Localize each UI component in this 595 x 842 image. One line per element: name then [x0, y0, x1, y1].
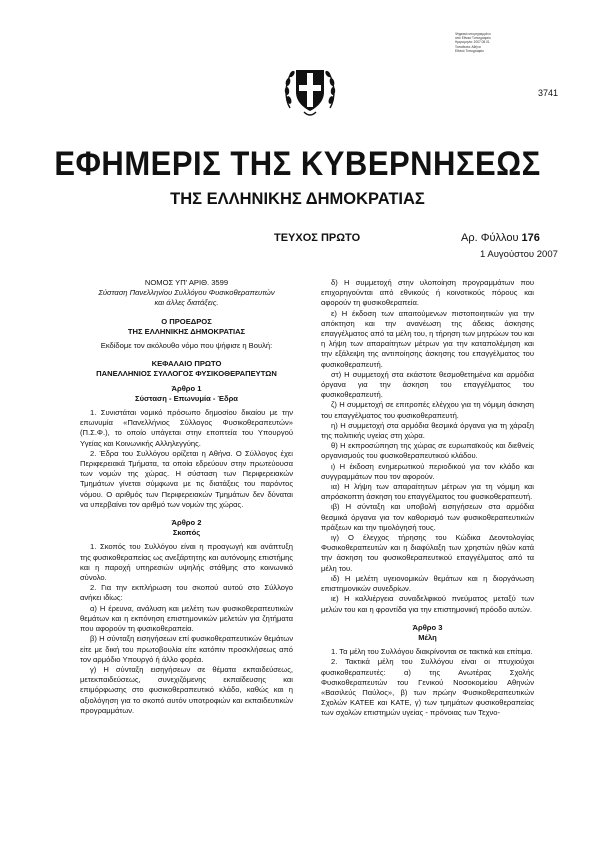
law-title-cont: και άλλες διατάξεις.: [154, 298, 219, 308]
paragraph: 1. Σκοπός του Συλλόγου είναι η προαγωγή και ανάπτυξη της φυσικοθεραπείας ως ανεξάρτητης και αυτόνομης επιστήμης και η παροχή υπηρεσιών υψηλής στάθμης στο κοινωνικό σύνολο.: [80, 542, 293, 583]
page-number: 3741: [538, 88, 559, 98]
paragraph: ιδ) Η μελέτη υγειονομικών θεμάτων και η διοργάνωση επιστημονικών συνεδρίων.: [321, 573, 534, 594]
paragraph: γ) Η σύνταξη εισηγήσεων σε θέματα εκπαιδεύσεως, μετεκπαιδεύσεως, συνεχιζόμενης εκπαίδευσης και επιμόρφωσης στο φυσικοθεραπευτικό κλάδο, καθώς και η αξιολόγηση για το σκοπό αυτόν υποτροφιών και εκπαιδευτικών προγραμμάτων.: [80, 664, 293, 715]
issue-date: 1 Αυγούστου 2007: [480, 249, 558, 260]
paragraph: ι) Η έκδοση ενημερωτικού περιοδικού για τον κλάδο και συγγραμμάτων που τον αφορούν.: [321, 461, 534, 481]
paragraph: α) Η έρευνα, ανάλυση και μελέτη των φυσικοθεραπευτικών θεμάτων και η εκπόνηση επιστημονικών μελετών για ζητήματα που αφορούν τη φυσικοθεραπεία.: [80, 603, 293, 634]
issue-label: ΤΕΥΧΟΣ ΠΡΩΤΟ: [274, 232, 361, 244]
article-heading: Άρθρο 1: [171, 383, 202, 393]
paragraph: ιε) Η καλλιέργεια συναδελφικού πνεύματος μεταξύ των μελών του και η φροντίδα για την επιστημονική πρόοδο αυτών.: [321, 594, 534, 614]
sheet-value: 176: [521, 232, 540, 244]
article-heading: Άρθρο 2: [171, 518, 202, 528]
gazette-title: ΕΦΗΜΕΡΙΣ ΤΗΣ ΚΥΒΕΡΝΗΣΕΩΣ: [54, 143, 541, 184]
stamp-line: Ψηφιακά υπογεγραμμένο: [455, 32, 491, 36]
paragraph: 2. Έδρα του Συλλόγου ορίζεται η Αθήνα. Ο Σύλλογος έχει Περιφερειακά Τμήματα, τα οποία εδρεύουν στην πρωτεύουσα των νομών της χώρας. Η σύσταση των Περιφερειακών Τμημάτων γίνεται σύμφωνα με τις διατάξεις του παρόντος νόμου. Ο αριθμός των Περιφερειακών Τμημάτων δεν δύναται να υπερβαίνει τον αριθμό των νομών της χώρας.: [80, 448, 293, 509]
chapter-heading: ΚΕΦΑΛΑΙΟ ΠΡΩΤΟ: [151, 359, 222, 369]
paragraph: ιγ) Ο έλεγχος τήρησης του Κώδικα Δεοντολογίας Φυσικοθεραπευτών και η διαφύλαξη των χρηστών ηθών κατά την άσκηση του φυσικοθεραπευτικού επαγγέλματος από τα μέλη του.: [321, 533, 534, 573]
paragraph: στ) Η συμμετοχή στα εκάστοτε θεσμοθετημένα και αρμόδια όργανα για την άσκηση του επαγγέλματος του φυσικοθεραπευτή.: [321, 369, 534, 400]
sheet-number: [461, 232, 540, 244]
left-column: [80, 278, 293, 716]
greek-coat-of-arms-icon: [282, 60, 338, 120]
paragraph: θ) Η εκπροσώπηση της χώρας σε ευρωπαϊκούς και διεθνείς οργανισμούς του φυσικοθεραπευτικού κλάδου.: [321, 441, 534, 461]
article-title: Μέλη: [418, 632, 437, 642]
stamp-line: Τοποθεσία: Αθήνα: [455, 44, 481, 49]
paragraph: η) Η συμμετοχή στα αρμόδια θεσμικά όργανα για τη χάραξη της πολιτικής υγείας στη χώρα.: [321, 420, 534, 441]
paragraph: ια) Η λήψη των απαραίτητων μέτρων για τη νόμιμη και απρόσκοπτη άσκηση του επαγγέλματος του φυσικοθεραπευτή.: [321, 482, 534, 502]
article-heading: Άρθρο 3: [412, 622, 443, 632]
stamp-line: από Εθνικό Τυπογραφείο: [455, 36, 491, 41]
paragraph: 1. Τα μέλη του Συλλόγου διακρίνονται σε τακτικά και επίτιμα.: [331, 647, 533, 657]
president-heading: Ο ΠΡΟΕΔΡΟΣ: [161, 316, 212, 326]
sheet-label: Αρ. Φύλλου: [461, 232, 519, 244]
gazette-subtitle: ΤΗΣ ΕΛΛΗΝΙΚΗΣ ΔΗΜΟΚΡΑΤΙΑΣ: [170, 190, 425, 208]
paragraph: 2. Για την εκπλήρωση του σκοπού αυτού στο Σύλλογο ανήκει ιδίως:: [80, 583, 293, 603]
paragraph: ιβ) Η σύνταξη και υποβολή εισηγήσεων στα αρμόδια θεσμικά όργανα για τον καθορισμό των φυσικοθεραπευτικών πράξεων και την τιμολόγησή τους.: [321, 502, 534, 532]
promulgation-text: Εκδίδομε τον ακόλουθο νόμο που ψήφισε η Βουλή:: [100, 341, 273, 351]
article-title: Σύσταση - Επωνυμία - Έδρα: [135, 393, 238, 403]
chapter-title: ΠΑΝΕΛΛΗΝΙΟΣ ΣΥΛΛΟΓΟΣ ΦΥΣΙΚΟΘΕΡΑΠΕΥΤΩΝ: [96, 369, 277, 379]
paragraph: ε) Η έκδοση των απαιτούμενων πιστοποιητικών για την απόκτηση και την ανανέωση της άδειας άσκησης επαγγέλματος από τα μέλη του, η τήρηση των μητρώων του και η λήψη των απαραίτητων μέτρων για την καταπολέμηση και την εξάλειψη της αντιποίησης άσκησης του επαγγέλματος του φυσικοθεραπευτή.: [321, 308, 534, 369]
paragraph: δ) Η συμμετοχή στην υλοποίηση προγραμμάτων που επιχορηγούνται από εθνικούς ή κοινοτικούς πόρους και αφορούν τη φυσικοθεραπεία.: [321, 278, 534, 308]
digital-signature-stamp: [455, 32, 521, 78]
article-title: Σκοπός: [172, 528, 201, 538]
paragraph: ζ) Η συμμετοχή σε επιτροπές ελέγχου για τη νόμιμη άσκηση του επαγγέλματος του φυσικοθεραπευτή.: [321, 400, 534, 420]
right-column: [321, 278, 534, 719]
stamp-line: Εθνικό Τυπογραφείο: [455, 48, 484, 53]
paragraph: 2. Τακτικά μέλη του Συλλόγου είναι οι πτυχιούχοι φυσικοθεραπευτές: α) της Ανωτέρας Σχολής Φυσικοθεραπευτών του Γενικού Νοσοκομείου Αθηνών «Βασιλεύς Παύλος», β) των πρώην Φυσικοθεραπευτικών Σχολών ΚΑΤΕΕ και ΚΑΤΕ, γ) των τμημάτων φυσικοθεραπείας των σχολών επιστημών υγείας - πρόνοιας των Τεχνο-: [321, 657, 534, 718]
president-heading-2: ΤΗΣ ΕΛΛΗΝΙΚΗΣ ΔΗΜΟΚΡΑΤΙΑΣ: [127, 326, 246, 336]
paragraph: 1. Συνιστάται νομικό πρόσωπο δημοσίου δικαίου με την επωνυμία «Πανελλήνιος Σύλλογος Φυσικοθεραπευτών» (Π.Σ.Φ.), το οποίο υπάγεται στην εποπτεία του Υπουργού Υγείας και Κοινωνικής Αλληλεγγύης.: [80, 408, 293, 448]
law-number: ΝΟΜΟΣ ΥΠ’ ΑΡΙΘ. 3599: [144, 278, 229, 287]
paragraph: β) Η σύνταξη εισηγήσεων επί φυσικοθεραπευτικών θεμάτων είτε με δική του πρωτοβουλία είτε κατόπιν προσκλήσεως από τον αρμόδιο Υπουργό ή άλλο φορέα.: [80, 634, 293, 664]
stamp-line: Ημερομηνία: 2007.08.01: [455, 40, 490, 45]
law-title: Σύσταση Πανελληνίου Συλλόγου Φυσικοθεραπευτών: [98, 288, 275, 298]
